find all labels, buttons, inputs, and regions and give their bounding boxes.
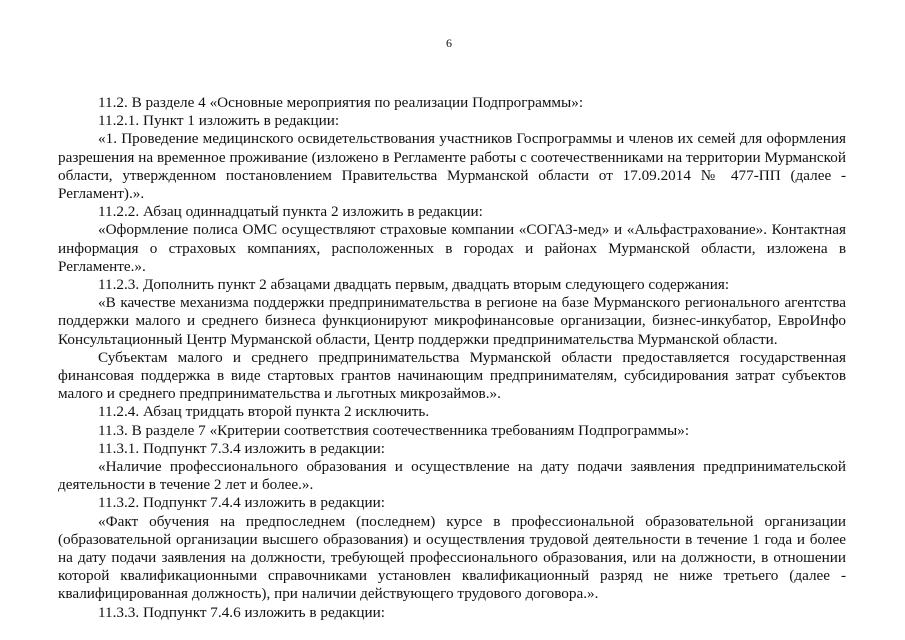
paragraph-quote-1: «1. Проведение медицинского освидетельствования участников Госпрограммы и членов их семей для оформления разрешения на временное проживание (изложено в Регламенте работы с соотечественниками на территории Мурманской области, утвержденном постановлением Правительства Мурманской области от 17.09.2014 № 477-ПП (далее - Регламент).». (58, 130, 846, 203)
paragraph-11-3-3: 11.3.3. Подпункт 7.4.6 изложить в редакции: (98, 603, 385, 621)
paragraph-11-3: 11.3. В разделе 7 «Критерии соответствия соотечественника требованиям Подпрограммы»: (98, 421, 690, 439)
paragraph-11-3-1: 11.3.1. Подпункт 7.3.4 изложить в редакции: (98, 439, 385, 457)
paragraph-11-2-2: 11.2.2. Абзац одиннадцатый пункта 2 изложить в редакции: (98, 203, 483, 221)
paragraph-quote-training: «Факт обучения на предпоследнем (последнем) курсе в профессиональной образовательной организации (образовательной организации высшего образования) и осуществления трудовой деятельности в течение 1 года и более на дату подачи заявления на должности, требующей профессионального образования, или на должности, в отношении которой квалификационными справочниками установлен квалификационный разряд не ниже третьего (далее - квалифицированная должность), при наличии действующего трудового договора.». (58, 512, 846, 603)
paragraph-quote-support: «В качестве механизма поддержки предпринимательства в регионе на базе Мурманского регионального агентства поддержки малого и среднего бизнеса функционируют микрофинансовые организации, бизнес-инкубатор, ЕвроИнфо Консультационный Центр Мурманской области, Центр поддержки предпринимательства Мурманской области. (58, 294, 846, 348)
paragraph-quote-education: «Наличие профессионального образования и осуществление на дату подачи заявления предпринимательской деятельности в течение 2 лет и более.». (58, 458, 846, 494)
paragraph-11-2-3: 11.2.3. Дополнить пункт 2 абзацами двадцать первым, двадцать вторым следующего содержания: (98, 276, 730, 294)
paragraph-subjects: Субъектам малого и среднего предпринимательства Мурманской области предоставляется государственная финансовая поддержка в виде стартовых грантов начинающим предпринимателям, субсидирования затрат субъектов малого и среднего предпринимательства и льготных микрозаймов.». (58, 348, 846, 403)
paragraph-11-3-2: 11.3.2. Подпункт 7.4.4 изложить в редакции: (98, 494, 385, 512)
paragraph-11-2: 11.2. В разделе 4 «Основные мероприятия по реализации Подпрограммы»: (98, 94, 584, 111)
document-body (58, 94, 846, 622)
paragraph-11-2-1: 11.2.1. Пункт 1 изложить в редакции: (98, 112, 340, 130)
paragraph-11-2-4: 11.2.4. Абзац тридцать второй пункта 2 исключить. (98, 403, 430, 421)
page-number: 6 (446, 36, 452, 50)
paragraph-quote-oms: «Оформление полиса ОМС осуществляют страховые компании «СОГАЗ-мед» и «Альфастрахование». Контактная информация о страховых компаниях, расположенных в городах и районах Мурманской области, изложена в Регламенте.». (58, 221, 846, 275)
